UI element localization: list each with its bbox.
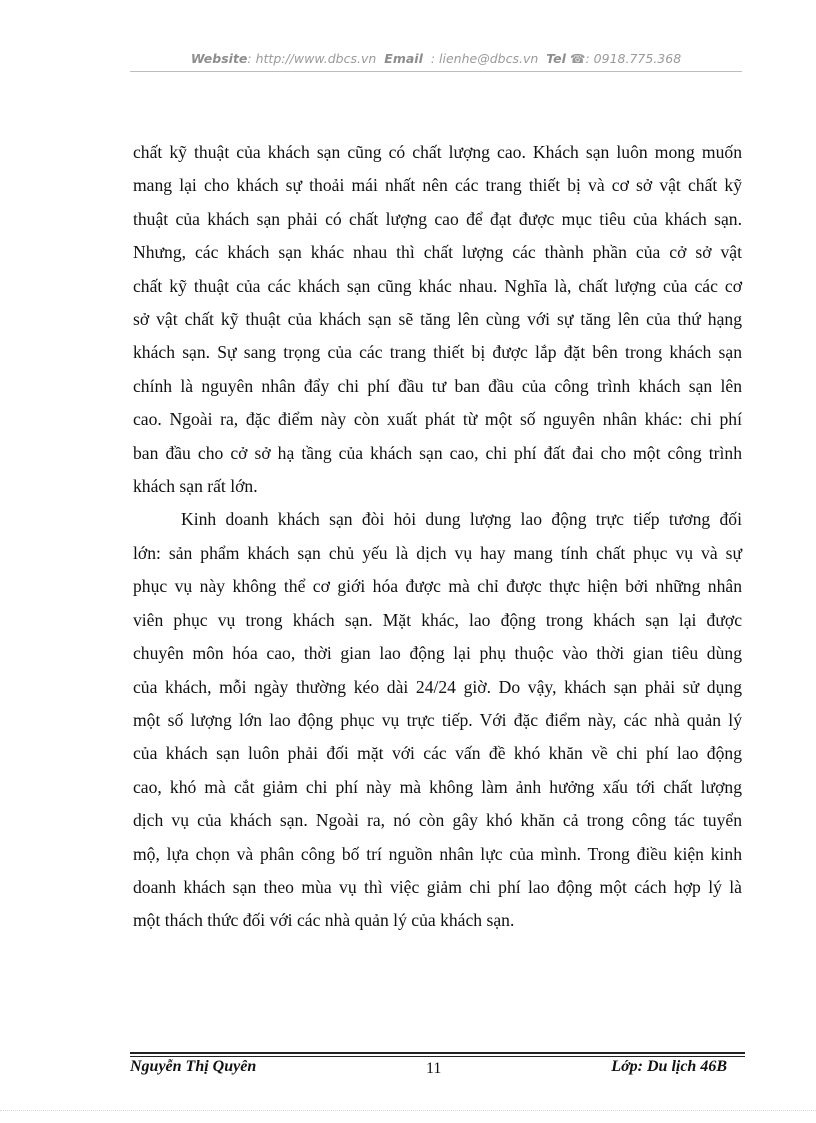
page-footer xyxy=(130,1058,745,1080)
text-line: của khách sạn luôn phải đối mặt với các vấn đề khó khăn về chi phí lao động xyxy=(133,743,742,764)
footer-divider-thin xyxy=(130,1056,745,1057)
text-line: khách sạn. Sự sang trọng của các trang thiết bị được lắp đặt bên trong khách sạn xyxy=(133,342,742,363)
page-bottom-border xyxy=(0,1110,816,1111)
text-line: lớn: sản phẩm khách sạn chủ yếu là dịch vụ hay mang tính chất phục vụ và sự xyxy=(133,542,742,563)
website-label: Website xyxy=(190,51,248,66)
text-line: mang lại cho khách sự thoải mái nhất nên các trang thiết bị và cơ sở vật chất kỹ xyxy=(133,175,742,196)
text-line: ban đầu cho cở sở hạ tầng của khách sạn cao, chi phí đất đai cho một công trình xyxy=(133,442,742,463)
text-line: chuyên môn hóa cao, thời gian lao động lại phụ thuộc vào thời gian tiêu dùng xyxy=(133,643,742,664)
footer-author: Nguyễn Thị Quyên xyxy=(130,1058,257,1075)
text-line: sở vật chất kỹ thuật của khách sạn sẽ tăng lên cùng với sự tăng lên của thứ hạng xyxy=(133,309,742,330)
text-line: cao. Ngoài ra, đặc điểm này còn xuất phát từ một số nguyên nhân khác: chi phí xyxy=(133,409,742,430)
text-line: thuật của khách sạn phải có chất lượng cao để đạt được mục tiêu của khách sạn. xyxy=(133,208,742,229)
website-value: : http://www.dbcs.vn xyxy=(247,51,377,66)
page-number: 11 xyxy=(426,1060,442,1077)
text-line: phục vụ này không thể cơ giới hóa được mà chỉ được thực hiện bởi những nhân xyxy=(133,576,742,597)
email-value: : lienhe@dbcs.vn xyxy=(430,51,539,66)
email-label: Email xyxy=(384,51,423,66)
text-line: cao, khó mà cắt giảm chi phí này mà không làm ảnh hưởng xấu tới chất lượng xyxy=(133,776,742,797)
footer-class: Lớp: Du lịch 46B xyxy=(611,1058,727,1075)
text-line: dịch vụ của khách sạn. Ngoài ra, nó còn gây khó khăn cả trong công tác tuyển xyxy=(133,810,742,831)
text-line: chất kỹ thuật của các khách sạn cũng khác nhau. Nghĩa là, chất lượng của các cơ xyxy=(133,275,742,296)
text-line: mộ, lựa chọn và phân công bố trí nguồn nhân lực của mình. Trong điều kiện kinh xyxy=(133,843,742,864)
text-line: khách sạn rất lớn. xyxy=(133,476,258,497)
text-line: doanh khách sạn theo mùa vụ thì việc giảm chi phí lao động một cách hợp lý là xyxy=(133,876,742,897)
tel-label: Tel xyxy=(546,51,566,66)
text-line: chính là nguyên nhân đẩy chi phí đầu tư ban đầu của công trình khách sạn lên xyxy=(133,375,742,396)
paragraph-2 xyxy=(133,503,742,937)
text-line: của khách, mỗi ngày thường kéo dài 24/24 giờ. Do vậy, khách sạn phải sử dụng xyxy=(133,676,742,697)
text-line: chất kỹ thuật của khách sạn cũng có chất lượng cao. Khách sạn luôn mong muốn xyxy=(133,142,742,162)
text-line: Kinh doanh khách sạn đòi hỏi dung lượng lao động trực tiếp tương đối xyxy=(181,509,742,530)
body-text xyxy=(133,136,742,938)
text-line: Nhưng, các khách sạn khác nhau thì chất lượng các thành phần của cở sở vật xyxy=(133,242,742,263)
phone-icon: ☎ xyxy=(565,51,586,66)
text-line: viên phục vụ trong khách sạn. Mặt khác, lao động trong khách sạn lại được xyxy=(133,609,742,630)
tel-value: : 0918.775.368 xyxy=(585,51,682,66)
header-divider xyxy=(130,71,742,72)
text-line: một số lượng lớn lao động phục vụ trực tiếp. Với đặc điểm này, các nhà quản lý xyxy=(133,709,742,730)
footer-divider-thick xyxy=(130,1052,745,1054)
text-line: một thách thức đối với các nhà quản lý của khách sạn. xyxy=(133,910,515,931)
page-header xyxy=(130,51,742,66)
paragraph-1 xyxy=(133,136,742,503)
